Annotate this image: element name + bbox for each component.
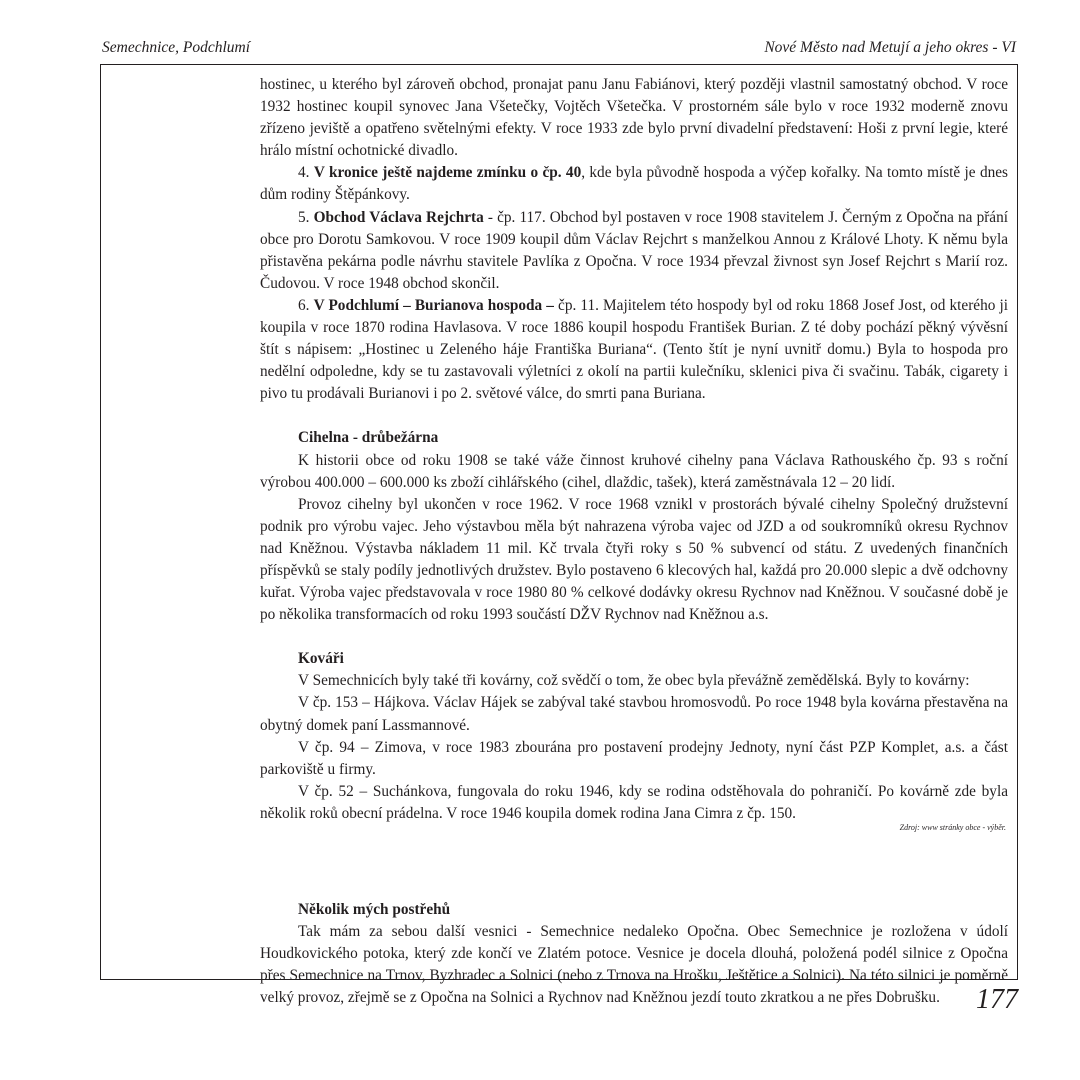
page-number: 177	[976, 984, 1018, 1015]
source-note: Zdroj: www stránky obce - výběr.	[899, 823, 1006, 832]
item-4-text: , kde byla původně hospoda a výčep kořalky. Na tomto místě je dnes dům rodiny Štěpánkovy.	[260, 164, 1008, 204]
item-6-text: čp. 11. Majitelem této hospody byl od roku 1868 Josef Jost, od kterého ji koupila v roce 1870 rodina Havlasova. V roce 1886 koupil hospodu František Burian. Z té doby pochází pěkný vývěsní štít s nápisem: „Hostinec u Zeleného háje Františka Buriana“. (Tento štít je nyní uvnitř domu.) Byla to hospoda pro nedělní odpoledne, kdy se tu zastavovali výletníci z okolí na partii kulečníku, sklenici piva či svačinu. Tabák, cigarety i pivo tu prodávali Burianovi i po 2. světové válce, do smrti pana Buriana.	[260, 296, 1008, 403]
intro-paragraph: hostinec, u kterého byl zároveň obchod, pronajat panu Janu Fabiánovi, který později vlastnil samostatný obchod. V roce 1932 hostinec koupil synovec Jana Všetečky, Vojtěch Všetečka. V prostorném sále bylo v roce 1932 moderně znovu zřízeno jeviště a opatřeno světelnými efekty. V roce 1933 zde bylo první divadelní představení: Hoši z první legie, které hrálo místní ochotnické divadlo.	[260, 76, 1008, 160]
kovari-paragraph-1: V Semechnicích byly také tři kovárny, což svědčí o tom, že obec byla převážně zemědělská. Byly to kovárny:	[298, 672, 970, 690]
item-6-number: 6.	[298, 296, 314, 314]
item-5-text: - čp. 117. Obchod byl postaven v roce 1908 stavitelem J. Černým z Opočna na přání obce pro Dorotu Samkovou. V roce 1909 koupil dům Václav Rejchrt s manželkou Annou z Králové Lhoty. K němu byla přistavěna pekárna podle návrhu stavitele Pavlíka z Opočna. V roce 1934 převzal živnost syn Josef Rejchrt s Marií roz. Čudovou. V roce 1948 obchod skončil.	[260, 208, 1008, 292]
kovari-paragraph-4: V čp. 52 – Suchánkova, fungovala do roku 1946, kdy se rodina odstěhovala do pohraničí. Po kovárně zde byla několik roků obecní prádelna. V roce 1946 koupila domek rodina Jana Cimra z čp. 150.	[260, 782, 1008, 822]
kovari-paragraph-2: V čp. 153 – Hájkova. Václav Hájek se zabýval také stavbou hromosvodů. Po roce 1948 byla kovárna přestavěna na obytný domek paní Lassmannové.	[260, 694, 1008, 734]
page-body	[260, 74, 1008, 1009]
item-4-paragraph	[260, 162, 1008, 206]
spacer	[260, 405, 1008, 427]
cihelna-paragraph-2: Provoz cihelny byl ukončen v roce 1962. V roce 1968 vznikl v prostorách bývalé cihelny Společný družstevní podnik pro výrobu vajec. Jeho výstavbou měla být nahrazena výroba vajec od JZD a od soukromníků okresu Rychnov nad Kněžnou. Výstavba nákladem 11 mil. Kč trvala čtyři roky s 50 % subvencí od státu. Z uvedených finančních příspěvků se staly podíly jednotlivých družstev. Bylo postaveno 6 klecových hal, každá pro 20.000 slepic a dvě odchovny kuřat. Výroba vajec představovala v roce 1980 80 % celkové dodávky okresu Rychnov nad Kněžnou. V současné době je po několika transformacích od roku 1993 součástí DŽV Rychnov nad Kněžnou a.s.	[260, 495, 1008, 624]
postrehy-paragraph-1: Tak mám za sebou další vesnici - Semechnice nedaleko Opočna. Obec Semechnice je rozložena v údolí Houdkovického potoka, který zde končí ve Zlatém potoce. Vesnice je docela dlouhá, položená podél silnice z Opočna přes Semechnice na Trnov, Byzhradec a Solnici (nebo z Trnova na Hrošku, Ještětice a Solnici). Na této silnici je poměrně velký provoz, zřejmě se z Opočna na Solnici a Rychnov nad Kněžnou jezdí touto zkratkou a ne přes Dobrušku.	[260, 923, 1008, 1007]
cihelna-paragraph-1: K historii obce od roku 1908 se také váže činnost kruhové cihelny pana Václava Rathouského čp. 93 s roční výrobou 400.000 – 600.000 ks zboží cihlářského (cihel, dlaždic, tašek), která zaměstnávala 12 – 20 lidí.	[260, 451, 1008, 491]
header-right-title: Nové Město nad Metují a jeho okres - VI	[764, 39, 1016, 56]
item-5-bold: Obchod Václava Rejchrta	[313, 208, 484, 226]
item-5-number: 5.	[298, 208, 314, 226]
spacer	[260, 626, 1008, 648]
item-4-bold: V kronice ještě najdeme zmínku o čp. 40	[313, 164, 582, 182]
item-6-paragraph	[260, 295, 1008, 405]
section-heading-kovari: Kováři	[298, 650, 344, 668]
running-header	[100, 37, 1018, 59]
section-heading-cihelna: Cihelna - drůbežárna	[298, 429, 439, 447]
section-heading-postrehy: Několik mých postřehů	[298, 901, 451, 918]
kovari-paragraph-3: V čp. 94 – Zimova, v roce 1983 zbourána pro postavení prodejny Jednoty, nyní část PZP Komplet, a.s. a část parkoviště u firmy.	[260, 738, 1008, 778]
header-left-title: Semechnice, Podchlumí	[102, 39, 251, 56]
item-4-number: 4.	[298, 164, 314, 182]
item-6-bold: V Podchlumí – Burianova hospoda –	[313, 296, 554, 314]
item-5-paragraph	[260, 207, 1008, 295]
spacer	[260, 833, 1008, 899]
